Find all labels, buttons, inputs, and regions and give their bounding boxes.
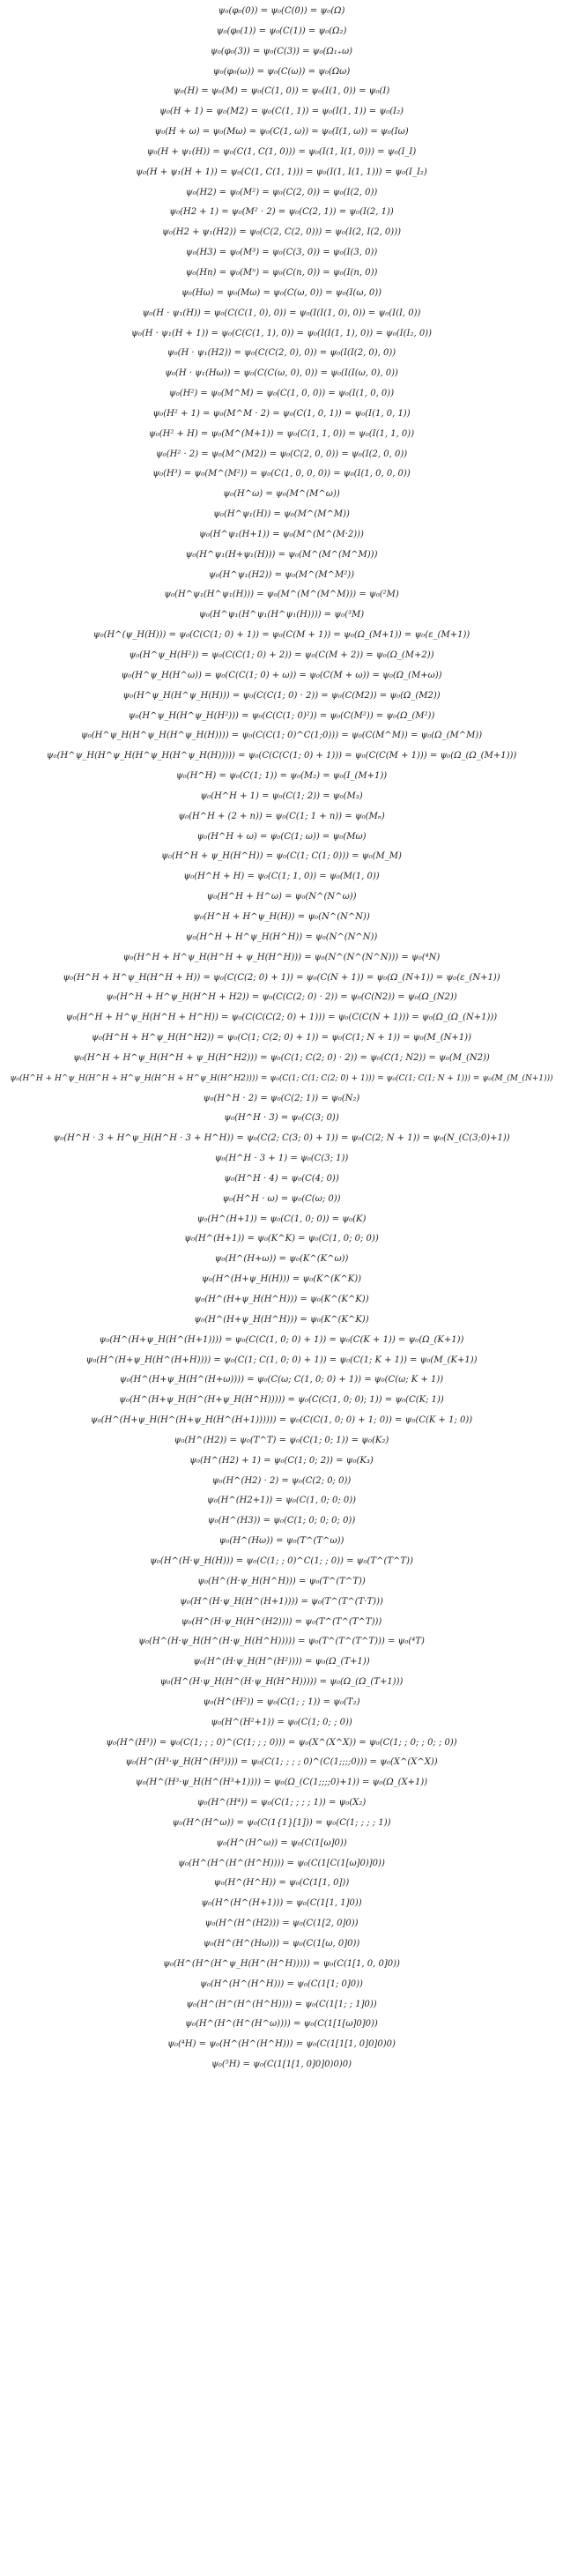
equation-line: ψ₀(H^ω) = ψ₀(M^(M^ω)) [223,489,340,500]
equation-line: ψ₀(H^(H3)) = ψ₀(C(1; 0; 0; 0; 0)) [207,1516,356,1526]
equation-line: ψ₀(Hω) = ψ₀(Mω) = ψ₀(C(ω, 0)) = ψ₀(I(ω, 0)) [181,287,382,298]
equation-line: ψ₀(H^(Hω)) = ψ₀(T^(T^ω)) [219,1536,344,1547]
equation-line: ψ₀(φ₀(ω)) = ψ₀(C(ω)) = ψ₀(Ωω) [212,66,351,77]
equation-line: ψ₀(⁴H) = ψ₀(H^(H^(H^H))) = ψ₀(C(1[1[1, 0]0]0)0) [167,2039,396,2050]
equation-line: ψ₀(H^ψ₁(H)) = ψ₀(M^(M^M)) [213,509,350,520]
equation-line: ψ₀(H^(H+ψ_H(H^(H+ψ_H(H^(H+1)))))) = ψ₀(C(C(1, 0; 0) + 1; 0)) = ψ₀(C(K + 1; 0)) [90,1415,473,1426]
equation-line: ψ₀(H^(H^H)) = ψ₀(C(1[1, 0])) [213,1878,350,1889]
equation-line: ψ₀(H^(H·ψ_H(H^(H·ψ_H(H^H))))) = ψ₀(Ω_(Ω_(T+1))) [159,1677,404,1688]
equation-line: ψ₀(H^(H·ψ_H(H^(H+1)))) = ψ₀(T^(T^(T·T))) [180,1596,383,1607]
equation-line: ψ₀(H + 1) = ψ₀(M2) = ψ₀(C(1, 1)) = ψ₀(I(1, 1)) = ψ₀(I₂) [159,107,404,117]
equation-line: ψ₀(H2 + 1) = ψ₀(M² · 2) = ψ₀(C(2, 1)) = ψ₀(I(2, 1)) [169,207,394,218]
equation-line: ψ₀(H^ψ₁(H2)) = ψ₀(M^(M^M²)) [208,569,355,580]
equation-line: ψ₀(H^(H^(H+1))) = ψ₀(C(1[1, 1]0)) [201,1898,362,1909]
equation-line: ψ₀(H · ψ₁(H + 1)) = ψ₀(C(C(1, 1), 0)) = ψ₀(I(I(1, 1), 0)) = ψ₀(I(I₂, 0)) [130,328,432,338]
equation-line: ψ₀(H^H + H^ψ_H(H^H + H)) = ψ₀(C(C(2; 0) + 1)) = ψ₀(C(N + 1)) = ψ₀(Ω_(N+1)) = ψ₀(ε_(N+1)) [63,972,500,983]
equation-line: ψ₀(H^(H^(H^(H^H)))) = ψ₀(C(1[1; ; 1]0)) [186,1999,377,2009]
equation-line: ψ₀(H^H · 3 + H^ψ_H(H^H · 3 + H^H)) = ψ₀(C(2; C(3; 0) + 1)) = ψ₀(C(2; N + 1)) = ψ₀(N_(C(3;0)+1)) [53,1133,510,1144]
equation-line: ψ₀(H^(H^(H^(H^H)))) = ψ₀(C(1[C(1[ω]0)]0)) [178,1858,385,1868]
equation-line: ψ₀(H^(H+ψ_H(H))) = ψ₀(K^(K^K)) [201,1274,362,1285]
equation-line: ψ₀(H^(H2) · 2) = ψ₀(C(2; 0; 0)) [211,1475,352,1486]
equation-line: ψ₀(H + ψ₁(H)) = ψ₀(C(1, C(1, 0))) = ψ₀(I(1, I(1, 0))) = ψ₀(I_I) [146,146,417,157]
equation-line: ψ₀(H2 + ψ₁(H2)) = ψ₀(C(2, C(2, 0))) = ψ₀(I(2, I(2, 0))) [161,227,401,238]
equation-line: ψ₀(H^(H+ω)) = ψ₀(K^(K^ω)) [214,1254,349,1265]
equation-line: ψ₀(H^H + H^ψ_H(H^H + ψ_H(H^H))) = ψ₀(N^(N^(N^N))) = ψ₀(⁴N) [122,952,441,962]
equation-line: ψ₀(H^H · 3) = ψ₀(C(3; 0)) [224,1113,339,1124]
equation-line: ψ₀(H · ψ₁(H2)) = ψ₀(C(C(2, 0), 0)) = ψ₀(I(I(2, 0), 0)) [167,348,396,359]
equation-line: ψ₀(H^ψ_H(H^ψ_H(H²))) = ψ₀(C(C(1; 0)²)) = ψ₀(C(M²)) = ψ₀(Ω_(M²)) [128,710,435,721]
equation-line: ψ₀(φ₀(3)) = ψ₀(C(3)) = ψ₀(Ω₁₊ω) [210,46,353,56]
equation-line: ψ₀(H^(H⁴)) = ψ₀(C(1; ; ; ; 1)) = ψ₀(X₂) [196,1798,367,1808]
equation-line: ψ₀(H · ψ₁(Hω)) = ψ₀(C(C(ω, 0), 0)) = ψ₀(I(I(ω, 0), 0)) [165,368,398,379]
equation-line: ψ₀(H^(H·ψ_H(H^(H²)))) = ψ₀(Ω_(T+1)) [193,1657,370,1667]
equation-line: ψ₀(H^(H2) + 1) = ψ₀(C(1; 0; 2)) = ψ₀(K₃) [189,1455,374,1466]
equation-line: ψ₀(H^(H^ω)) = ψ₀(C(1[ω]0)) [216,1837,347,1848]
equation-line: ψ₀(H^(H³·ψ_H(H^(H³+1)))) = ψ₀(Ω_(C(1;;;;0)+1)) = ψ₀(Ω_(X+1)) [135,1778,428,1788]
equation-line: ψ₀(⁵H) = ψ₀(C(1[1[1, 0]0]0)0)0) [211,2060,352,2070]
equation-line: ψ₀(H² · 2) = ψ₀(M^(M2)) = ψ₀(C(2, 0, 0)) = ψ₀(I(2, 0, 0)) [155,449,408,459]
equation-line: ψ₀(H^H + H^ψ_H(H^H + H^H)) = ψ₀(C(C(C(2; 0) + 1))) = ψ₀(C(C(N + 1))) = ψ₀(Ω_(Ω_(N+1))) [65,1013,498,1023]
equation-line: ψ₀(H^(H^(Hω))) = ψ₀(C(1[ω, 0]0)) [203,1939,360,1949]
equation-line: ψ₀(H^ψ_H(H²)) = ψ₀(C(C(1; 0) + 2)) = ψ₀(C(M + 2)) = ψ₀(Ω_(M+2)) [129,650,434,660]
equation-line: ψ₀(H^H + ω) = ψ₀(C(1; ω)) = ψ₀(Mω) [196,831,367,842]
equation-line: ψ₀(H + ω) = ψ₀(Mω) = ψ₀(C(1, ω)) = ψ₀(I(1, ω)) = ψ₀(Iω) [154,127,409,137]
equation-line: ψ₀(H^(H·ψ_H(H))) = ψ₀(C(1; ; 0)^C(1; ; 0)) = ψ₀(T^(T^T)) [150,1555,413,1566]
equation-line: ψ₀(H^(ψ_H(H))) = ψ₀(C(C(1; 0) + 1)) = ψ₀(C(M + 1)) = ψ₀(Ω_(M+1)) = ψ₀(ε_(M+1)) [93,630,470,641]
equation-line: ψ₀(H^H · 4) = ψ₀(C(4; 0)) [224,1173,339,1184]
equation-line: ψ₀(H^ψ_H(H^ψ_H(H))) = ψ₀(C(C(1; 0) · 2)) = ψ₀(C(M2)) = ψ₀(Ω_(M2)) [122,690,441,701]
equation-line: ψ₀(H² + H) = ψ₀(M^(M+1)) = ψ₀(C(1, 1, 0)) = ψ₀(I(1, 1, 0)) [148,428,415,439]
equation-line: ψ₀(H^H + H^ω) = ψ₀(N^(N^ω)) [206,892,357,902]
equation-line: ψ₀(H^(H^(H^ψ_H(H^(H^H))))) = ψ₀(C(1[1, 0, 0]0)) [163,1958,400,1969]
equation-line: ψ₀(H^(H+ψ_H(H^(H+ω)))) = ψ₀(C(ω; C(1, 0; 0) + 1)) = ψ₀(C(ω; K + 1)) [119,1375,444,1385]
equation-line: ψ₀(H^H + H^ψ_H(H^H + ψ_H(H^H2))) = ψ₀(C(1; C(2; 0) · 2)) = ψ₀(C(1; N2)) = ψ₀(M_(N2)) [73,1052,490,1063]
equation-line: ψ₀(H · ψ₁(H)) = ψ₀(C(C(1, 0), 0)) = ψ₀(I(I(1, 0), 0)) = ψ₀(I(I, 0)) [142,308,421,318]
equation-line: ψ₀(H^(H·ψ_H(H^H))) = ψ₀(T^(T^T)) [197,1576,366,1586]
equation-line: ψ₀(H^H · 3 + 1) = ψ₀(C(3; 1)) [214,1154,349,1164]
equation-line: ψ₀(H + ψ₁(H + 1)) = ψ₀(C(1, C(1, 1))) = ψ₀(I(1, I(1, 1))) = ψ₀(I_I₂) [136,167,427,177]
equation-line: ψ₀(H²) = ψ₀(M^M) = ψ₀(C(1, 0, 0)) = ψ₀(I(1, 0, 0)) [168,389,395,399]
equation-line: ψ₀(H^(H+ψ_H(H^(H+ψ_H(H^H))))) = ψ₀(C(C(1, 0; 0); 1)) = ψ₀(C(K; 1)) [119,1395,444,1406]
equation-line: ψ₀(H^(H·ψ_H(H^(H·ψ_H(H^H))))) = ψ₀(T^(T^(T^T))) = ψ₀(⁴T) [138,1637,425,1647]
equation-line: ψ₀(Hn) = ψ₀(Mⁿ) = ψ₀(C(n, 0)) = ψ₀(I(n, 0)) [185,267,378,278]
equation-line: ψ₀(H^ψ₁(H^ψ₁(H))) = ψ₀(M^(M^(M^M))) = ψ₀(²M) [164,590,399,600]
equation-line: ψ₀(H^H + H^ψ_H(H^H)) = ψ₀(N^(N^N)) [185,932,378,942]
equation-line: ψ₀(H^H + H^ψ_H(H^H + H^ψ_H(H^H + H^ψ_H(H^H2)))) = ψ₀(C(1; C(1; C(2; 0) + 1))) = ψ₀(C(1; C(1; N + 1))) = ψ₀(M_(M_(N+1))) [10,1073,553,1083]
equation-line: ψ₀(H^(H+1)) = ψ₀(C(1, 0; 0)) = ψ₀(K) [196,1214,367,1224]
equation-line: ψ₀(H^H) = ψ₀(C(1; 1)) = ψ₀(M₂) = ψ₀(I_(M+1)) [175,771,388,782]
equation-list [0,2,563,2075]
equation-line: ψ₀(H^H + (2 + n)) = ψ₀(C(1; 1 + n)) = ψ₀(Mₙ) [178,811,385,821]
equation-line: ψ₀(H^H + H) = ψ₀(C(1; 1, 0)) = ψ₀(M(1, 0)) [183,872,380,882]
equation-line: ψ₀(H³) = ψ₀(M^(M²)) = ψ₀(C(1, 0, 0, 0)) = ψ₀(I(1, 0, 0, 0)) [152,469,411,479]
equation-line: ψ₀(H^H + ψ_H(H^H)) = ψ₀(C(1; C(1; 0))) = ψ₀(M_M) [161,851,402,862]
equation-line: ψ₀(H^H + H^ψ_H(H)) = ψ₀(N^(N^N)) [193,911,370,922]
equation-line: ψ₀(H^(H^(H^(H^ω)))) = ψ₀(C(1[1[ω]0]0)) [185,2019,378,2030]
equation-line: ψ₀(H^(H+1)) = ψ₀(K^K) = ψ₀(C(1, 0; 0; 0)) [184,1234,379,1244]
equation-line: ψ₀(H^(H+ψ_H(H^H))) = ψ₀(K^(K^K)) [194,1314,369,1325]
equation-line: ψ₀(H^(H²+1)) = ψ₀(C(1; 0; ; 0)) [211,1717,352,1727]
equation-line: ψ₀(H^(H³·ψ_H(H^(H³)))) = ψ₀(C(1; ; ; ; 0)^(C(1;;;;0))) = ψ₀(X^(X^X)) [125,1757,438,1768]
equation-line: ψ₀(H^ψ_H(H^ψ_H(H^ψ_H(H)))) = ψ₀(C(C(1; 0)^C(1;0))) = ψ₀(C(M^M)) = ψ₀(Ω_(M^M)) [80,731,483,741]
equation-line: ψ₀(H) = ψ₀(M) = ψ₀(C(1, 0)) = ψ₀(I(1, 0)) = ψ₀(I) [173,86,390,97]
equation-line: ψ₀(H² + 1) = ψ₀(M^M · 2) = ψ₀(C(1, 0, 1)) = ψ₀(I(1, 0, 1)) [152,408,411,419]
equation-line: ψ₀(H^(H2)) = ψ₀(T^T) = ψ₀(C(1; 0; 1)) = ψ₀(K₂) [174,1435,389,1445]
equation-line: ψ₀(H^(H²)) = ψ₀(C(1; ; 1)) = ψ₀(T₂) [203,1696,360,1707]
equation-line: ψ₀(H^(H^(H^H))) = ψ₀(C(1[1; 0]0)) [200,1978,363,1989]
equation-line: ψ₀(H^ψ_H(H^ψ_H(H^ψ_H(H^ψ_H(H))))) = ψ₀(C(C(C(1; 0) + 1))) = ψ₀(C(C(M + 1))) = ψ₀(Ω_(Ω_(M+1))) [46,751,517,761]
equation-line: ψ₀(H^H + H^ψ_H(H^H + H2)) = ψ₀(C(C(2; 0) · 2)) = ψ₀(C(N2)) = ψ₀(Ω_(N2)) [106,992,457,1003]
equation-line: ψ₀(H3) = ψ₀(M³) = ψ₀(C(3, 0)) = ψ₀(I(3, 0)) [185,248,378,258]
equation-line: ψ₀(H^ψ₁(H^ψ₁(H^ψ₁(H)))) = ψ₀(³M) [198,610,365,620]
equation-line: ψ₀(H^(H+ψ_H(H^H))) = ψ₀(K^(K^K)) [194,1295,369,1304]
equation-line: ψ₀(H^H · 2) = ψ₀(C(2; 1)) = ψ₀(N₂) [203,1093,360,1103]
equation-line: ψ₀(H^(H+ψ_H(H^(H+1)))) = ψ₀(C(C(1, 0; 0) + 1)) = ψ₀(C(K + 1)) = ψ₀(Ω_(K+1)) [99,1334,464,1345]
equation-line: ψ₀(H^ψ₁(H+1)) = ψ₀(M^(M^(M·2))) [199,529,364,539]
equation-line: ψ₀(H^H + H^ψ_H(H^H2)) = ψ₀(C(1; C(2; 0) + 1)) = ψ₀(C(1; N + 1)) = ψ₀(M_(N+1)) [92,1033,471,1043]
equation-line: ψ₀(H^H + 1) = ψ₀(C(1; 2)) = ψ₀(M₃) [200,791,363,801]
equation-line: ψ₀(H^ψ₁(H+ψ₁(H))) = ψ₀(M^(M^(M^M))) [185,549,378,560]
equation-line: ψ₀(H^H · ω) = ψ₀(C(ω; 0)) [222,1193,341,1204]
equation-line: ψ₀(H^(H·ψ_H(H^(H2)))) = ψ₀(T^(T^(T^T))) [181,1616,382,1627]
equation-line: ψ₀(H2) = ψ₀(M²) = ψ₀(C(2, 0)) = ψ₀(I(2, 0)) [185,187,378,197]
equation-line: ψ₀(H^(H2+1)) = ψ₀(C(1, 0; 0; 0)) [206,1496,357,1506]
equation-line: ψ₀(H^(H^ω)) = ψ₀(C(1{1}[1])) = ψ₀(C(1; ; ; ; 1)) [172,1817,391,1828]
equation-line: ψ₀(φ₀(0)) = ψ₀(C(0)) = ψ₀(Ω) [218,6,345,16]
equation-line: ψ₀(H^ψ_H(H^ω)) = ψ₀(C(C(1; 0) + ω)) = ψ₀(C(M + ω)) = ψ₀(Ω_(M+ω)) [121,670,442,680]
equation-line: ψ₀(H^(H³)) = ψ₀(C(1; ; ; 0)^(C(1; ; ; 0))) = ψ₀(X^(X^X)) = ψ₀(C(1; ; 0; ; 0; ; 0)) [106,1737,457,1748]
equation-line: ψ₀(H^(H^(H2))) = ψ₀(C(1[2, 0]0)) [204,1919,359,1929]
equation-line: ψ₀(φ₀(1)) = ψ₀(C(1)) = ψ₀(Ω₂) [216,26,347,36]
equation-line: ψ₀(H^(H+ψ_H(H^(H+H)))) = ψ₀(C(1; C(1, 0; 0) + 1)) = ψ₀(C(1; K + 1)) = ψ₀(M_(K+1)) [85,1355,478,1365]
